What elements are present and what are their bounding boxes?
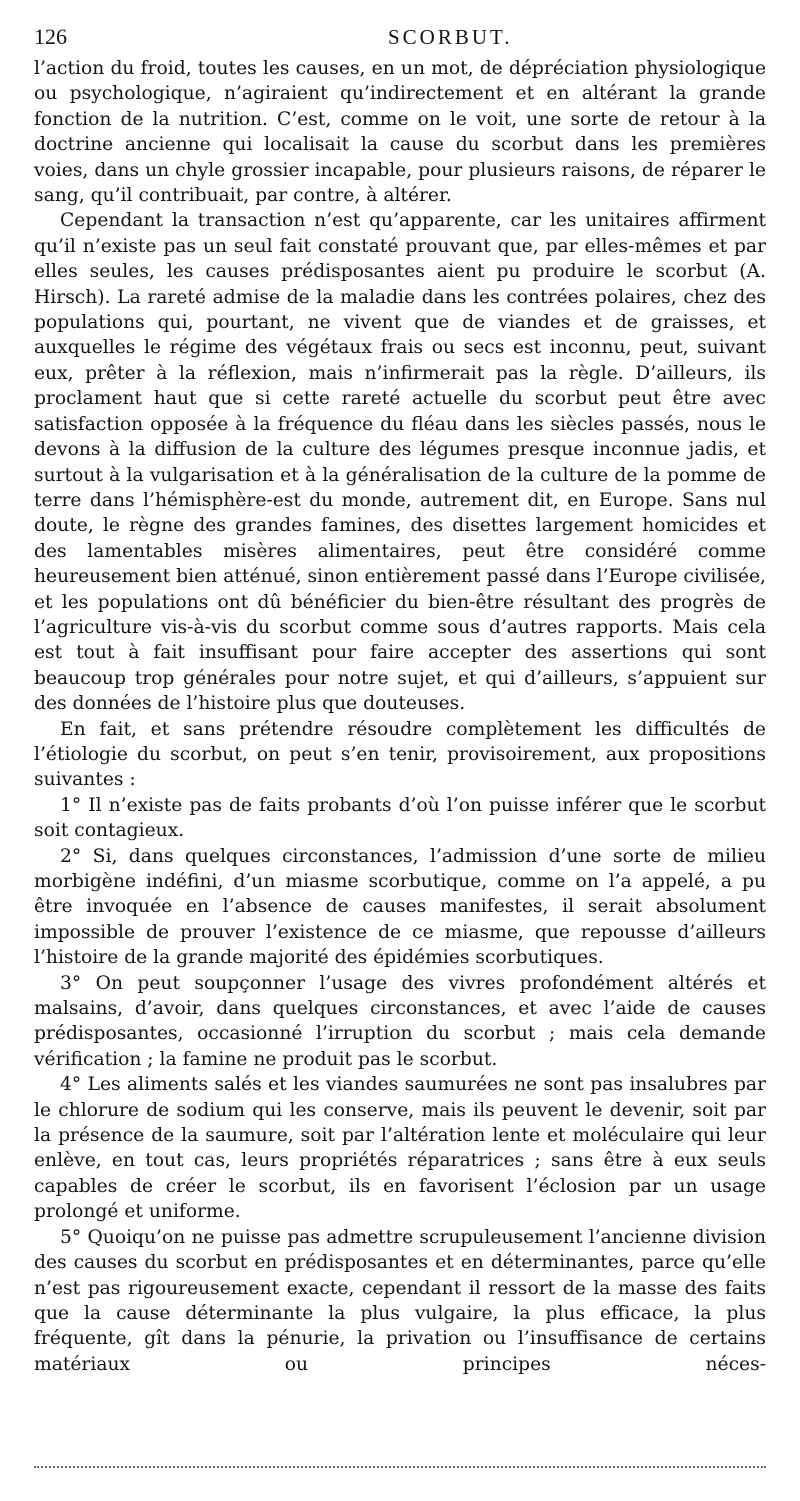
paragraph-continuation: l’action du froid, toutes les causes, en un mot, de dépréciation physiologique ou psychologique, n’agiraient qu’indirectement et en altérant la grande fonction de la nutrition. C’est, comme on le voit, une sorte de retour à la doctrine ancienne qui localisait la cause du scorbut dans les premières voies, dans un chyle grossier incapable, pour plusieurs raisons, de réparer le sang, qu’il contribuait, par contre, à altérer. — [34, 58, 766, 207]
book-page — [34, 24, 766, 1377]
footer-rule — [34, 1466, 766, 1468]
proposition-4: 4° Les aliments salés et les viandes saumurées ne sont pas insalubres par le chlorure de sodium qui les conserve, mais ils peuvent le devenir, soit par la présence de la saumure, soit par l’altération lente et moléculaire qui leur enlève, en tout cas, leurs propriétés réparatrices ; sans être à eux seuls capables de créer le scorbut, ils en favorisent l’éclosion par un usage prolongé et uniforme. — [34, 1074, 766, 1223]
paragraph-propositions-intro: En fait, et sans prétendre résoudre complètement les difficultés de l’étiologie du scorbut, on peut s’en tenir, provisoirement, aux propositions suivantes : — [34, 718, 766, 791]
proposition-5: 5° Quoiqu’on ne puisse pas admettre scrupuleusement l’ancienne division des causes du scorbut en prédisposantes et en déterminantes, parce qu’elle n’est pas rigoureusement exacte, cependant il ressort de la masse des faits que la cause déterminante la plus vulgaire, la plus efficace, la plus fréquente, gît dans la pénurie, la privation ou l’insuffisance de certains matériaux ou principes néces- — [34, 1226, 766, 1375]
body-text — [34, 56, 766, 1377]
proposition-1: 1° Il n’existe pas de faits probants d’où l’on puisse inférer que le scorbut soit contagieux. — [34, 794, 766, 842]
running-title: SCORBUT. — [388, 25, 513, 49]
page-header — [34, 24, 766, 54]
page-number: 126 — [34, 24, 67, 49]
proposition-3: 3° On peut soupçonner l’usage des vivres profondément altérés et malsains, d’avoir, dans quelques circonstances, et avec l’aide de causes prédisposantes, occasionné l’irruption du scorbut ; mais cela demande vérification ; la famine ne produit pas le scorbut. — [34, 972, 766, 1070]
proposition-2: 2° Si, dans quelques circonstances, l’admission d’une sorte de milieu morbigène indéfini, d’un miasme scorbutique, comme on l’a appelé, a pu être invoquée en l’absence de causes manifestes, il serait absolument impossible de prouver l’existence de ce miasme, que repousse d’ailleurs l’histoire de la grande majorité des épidémies scorbutiques. — [34, 845, 766, 969]
paragraph-transaction: Cependant la transaction n’est qu’apparente, car les unitaires affirment qu’il n’existe pas un seul fait constaté prouvant que, par elles-mêmes et par elles seules, les causes prédisposantes aient pu produire le scorbut (A. Hirsch). La rareté admise de la maladie dans les contrées polaires, chez des populations qui, pourtant, ne vivent que de viandes et de graisses, et auxquelles le régime des végétaux frais ou secs est inconnu, peut, suivant eux, prêter à la réflexion, mais n’infirmerait pas la règle. D’ailleurs, ils proclament haut que si cette rareté actuelle du scorbut peut être avec satisfaction opposée à la fréquence du fléau dans les siècles passés, nous le devons à la diffusion de la culture des légumes presque inconnue jadis, et surtout à la vulgarisation et à la généralisation de la culture de la pomme de terre dans l’hémisphère-est du monde, autrement dit, en Europe. Sans nul doute, le règne des grandes famines, des disettes largement homicides et des lamentables misères alimentaires, peut être considéré comme heureusement bien atténué, sinon entièrement passé dans l’Europe civilisée, et les populations ont dû bénéficier du bien-être résultant des progrès de l’agriculture vis-à-vis du scorbut comme sous d’autres rapports. Mais cela est tout à fait insuffisant pour faire accepter des assertions qui sont beaucoup trop générales pour notre sujet, et qui d’ailleurs, s’appuient sur des données de l’histoire plus que douteuses. — [34, 210, 766, 715]
